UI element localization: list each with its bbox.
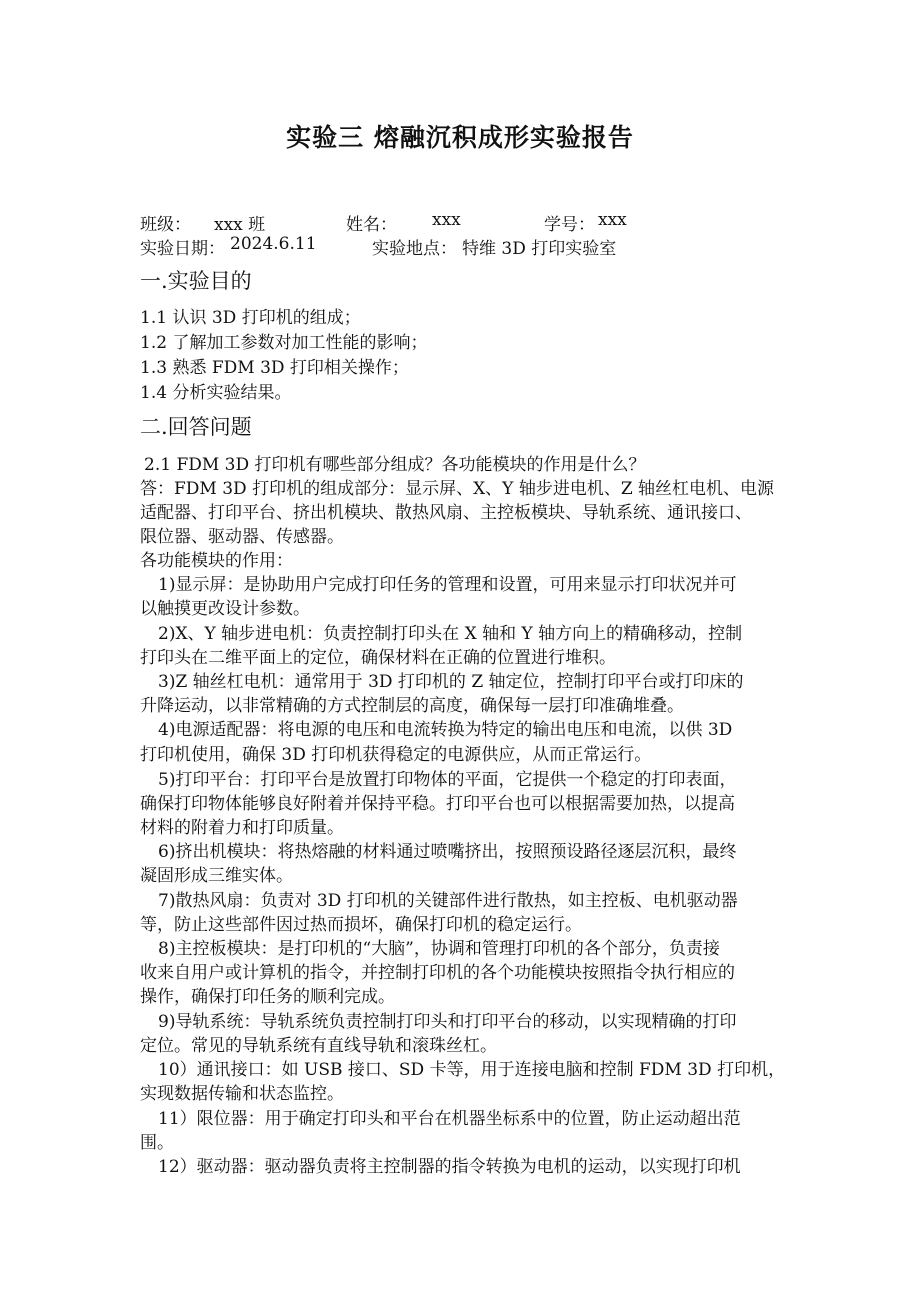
student-id-label: 学号：: [544, 215, 595, 235]
answer-line: 答：FDM 3D 打印机的组成部分：显示屏、X、Y 轴步进电机、Z 轴丝杠电机、电源: [140, 479, 775, 499]
paragraph-line: 操作，确保打印任务的顺利完成。: [140, 987, 395, 1007]
paragraph-line: 升降运动，以非常精确的方式控制层的高度，确保每一层打印准确堆叠。: [140, 696, 684, 716]
paragraph-line: 凝固形成三维实体。: [140, 866, 293, 886]
paragraph-line: 12）驱动器：驱动器负责将主控制器的指令转换为电机的运动，以实现打印机: [158, 1157, 741, 1177]
paragraph-line: 等，防止这些部件因过热而损坏，确保打印机的稳定运行。: [140, 915, 582, 935]
paragraph-line: 打印机使用，确保 3D 打印机获得稳定的电源供应，从而正常运行。: [140, 745, 652, 765]
paragraph-line: 实现数据传输和状态监控。: [140, 1084, 344, 1104]
paragraph-line: 2)X、Y 轴步进电机：负责控制打印头在 X 轴和 Y 轴方向上的精确移动，控制: [158, 624, 743, 644]
date-label: 实验日期：: [140, 239, 225, 259]
paragraph-line: 7)散热风扇：负责对 3D 打印机的关键部件进行散热，如主控板、电机驱动器: [158, 891, 738, 911]
paragraph-line: 8)主控板模块：是打印机的“大脑”，协调和管理打印机的各个部分，负责接: [158, 939, 720, 959]
objective-item: 1.1 认识 3D 打印机的组成；: [140, 308, 361, 328]
paragraph-line: 以触摸更改设计参数。: [140, 599, 310, 619]
functions-intro: 各功能模块的作用：: [140, 551, 293, 571]
paragraph-line: 定位。常见的导轨系统有直线导轨和滚珠丝杠。: [140, 1036, 497, 1056]
paragraph-line: 4)电源适配器：将电源的电压和电流转换为特定的输出电压和电流，以供 3D: [158, 720, 733, 740]
page-title: 实验三 熔融沉积成形实验报告: [286, 123, 634, 152]
student-id-value: xxx: [598, 210, 627, 230]
objective-item: 1.4 分析实验结果。: [140, 383, 292, 403]
place-label: 实验地点：: [372, 239, 457, 259]
paragraph-line: 5)打印平台：打印平台是放置打印物体的平面，它提供一个稳定的打印表面，: [158, 770, 737, 790]
answer-line: 适配器、打印平台、挤出机模块、散热风扇、主控板模块、导轨系统、通讯接口、: [140, 503, 752, 523]
name-label: 姓名：: [346, 215, 397, 235]
paragraph-line: 9)导轨系统：导轨系统负责控制打印头和打印平台的移动，以实现精确的打印: [158, 1012, 737, 1032]
paragraph-line: 确保打印物体能够良好附着并保持平稳。打印平台也可以根据需要加热，以提高: [140, 794, 735, 814]
answer-line: 限位器、驱动器、传感器。: [140, 527, 344, 547]
paragraph-line: 围。: [140, 1133, 174, 1153]
paragraph-line: 打印头在二维平面上的定位，确保材料在正确的位置进行堆积。: [140, 648, 616, 668]
paragraph-line: 11）限位器：用于确定打印头和平台在机器坐标系中的位置，防止运动超出范: [158, 1109, 741, 1129]
paragraph-line: 材料的附着力和打印质量。: [140, 818, 344, 838]
class-label: 班级：: [140, 215, 191, 235]
class-value: xxx 班: [214, 215, 266, 235]
paragraph-line: 收来自用户或计算机的指令，并控制打印机的各个功能模块按照指令执行相应的: [140, 963, 735, 983]
section-heading-questions: 二.回答问题: [140, 415, 252, 439]
question-text: 2.1 FDM 3D 打印机有哪些部分组成？各功能模块的作用是什么？: [144, 455, 646, 475]
paragraph-line: 10）通讯接口：如 USB 接口、SD 卡等，用于连接电脑和控制 FDM 3D 打印机，: [158, 1060, 786, 1080]
date-value: 2024.6.11: [230, 234, 317, 254]
objective-item: 1.3 熟悉 FDM 3D 打印相关操作；: [140, 358, 409, 378]
paragraph-line: 3)Z 轴丝杠电机：通常用于 3D 打印机的 Z 轴定位，控制打印平台或打印床的: [158, 672, 744, 692]
paragraph-line: 1)显示屏：是协助用户完成打印任务的管理和设置，可用来显示打印状况并可: [158, 575, 737, 595]
place-value: 特维 3D 打印实验室: [462, 239, 617, 259]
name-value: xxx: [432, 210, 461, 230]
objective-item: 1.2 了解加工参数对加工性能的影响；: [140, 333, 428, 353]
section-heading-objectives: 一.实验目的: [140, 269, 252, 293]
paragraph-line: 6)挤出机模块：将热熔融的材料通过喷嘴挤出，按照预设路径逐层沉积，最终: [158, 842, 737, 862]
